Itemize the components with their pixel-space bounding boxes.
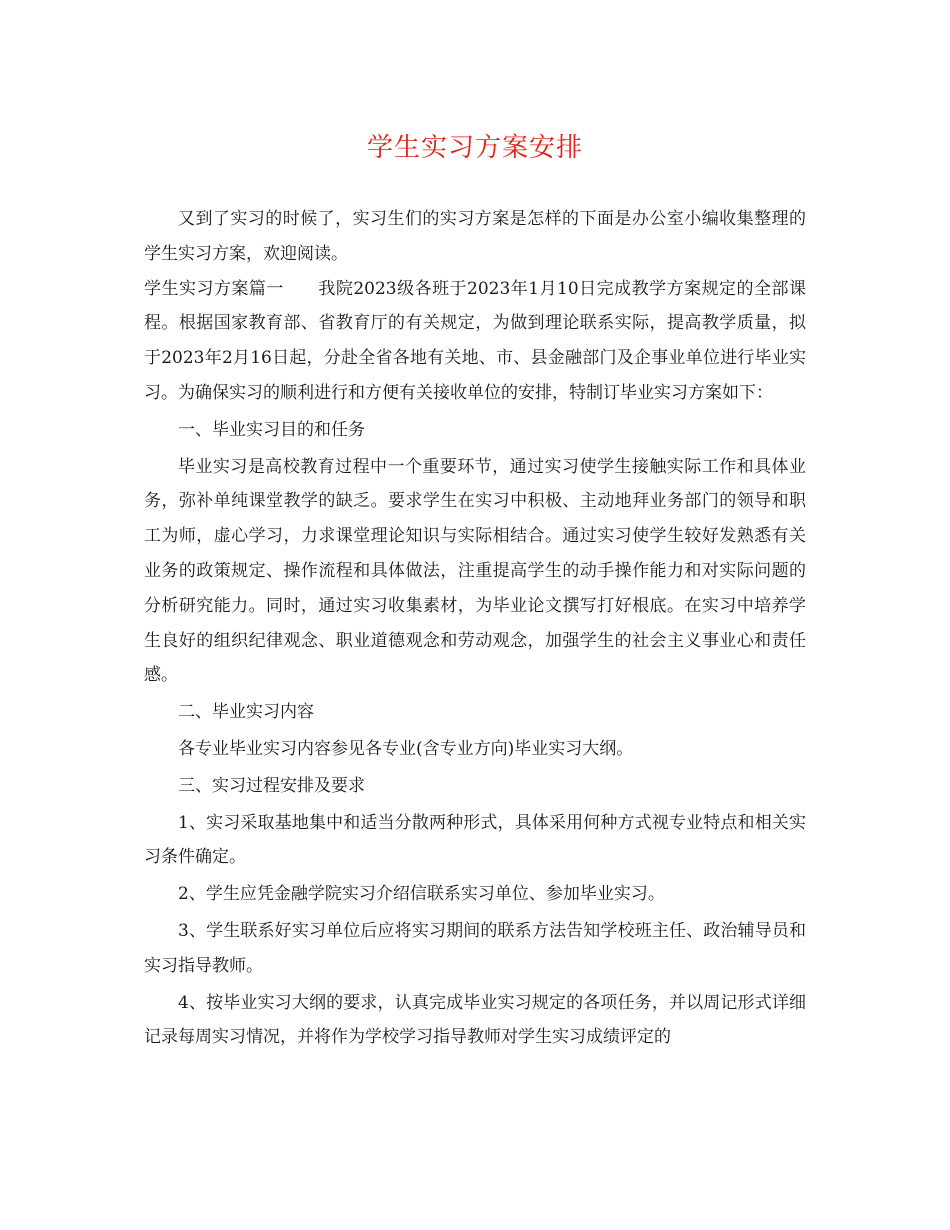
heading-purpose: 一、毕业实习目的和任务 <box>178 419 365 440</box>
list-item: 2、学生应凭金融学院实习介绍信联系实习单位、参加毕业实习。 <box>178 884 665 905</box>
list-item: 3、学生联系好实习单位后应将实习期间的联系方法告知学校班主任、政治辅导员和实习指导教师。 <box>144 920 806 976</box>
section-label: 学生实习方案篇一 <box>144 278 284 299</box>
document-body <box>144 202 806 1055</box>
purpose-paragraph: 毕业实习是高校教育过程中一个重要环节，通过实习使学生接触实际工作和具体业务，弥补单纯课堂教学的缺乏。要求学生在实习中积极、主动地拜业务部门的领导和职工为师，虚心学习，力求课堂理论知识与实际相结合。通过实习使学生较好发熟悉有关业务的政策规定、操作流程和具体做法，注重提高学生的动手操作能力和对实际问题的分析研究能力。同时，通过实习收集素材，为毕业论文撰写打好根底。在实习中培养学生良好的组织纪律观念、职业道德观念和劳动观念，加强学生的社会主义事业心和责任感。 <box>144 456 806 686</box>
section-text: 我院2023级各班于2023年1月10日完成教学方案规定的全部课程。根据国家教育部、省教育厅的有关规定，为做到理论联系实际，提高教学质量，拟于2023年2月16日起，分赴全省各地有关地、市、县金融部门及企事业单位进行毕业实习。为确保实习的顺利进行和方便有关接收单位的安排，特制订毕业实习方案如下： <box>144 278 806 403</box>
document-title: 学生实习方案安排 <box>366 133 583 163</box>
list-item: 1、实习采取基地集中和适当分散两种形式，具体采用何种方式视专业特点和相关实习条件确定。 <box>144 812 806 868</box>
list-item: 4、按毕业实习大纲的要求，认真完成毕业实习规定的各项任务，并以周记形式详细记录每周实习情况，并将作为学校学习指导教师对学生实习成绩评定的 <box>144 992 806 1048</box>
heading-content: 二、毕业实习内容 <box>178 702 314 723</box>
section-one-paragraph <box>144 272 806 411</box>
intro-paragraph: 又到了实习的时候了，实习生们的实习方案是怎样的下面是办公室小编收集整理的学生实习方案，欢迎阅读。 <box>144 209 806 264</box>
content-paragraph: 各专业毕业实习内容参见各专业(含专业方向)毕业实习大纲。 <box>178 738 634 759</box>
heading-arrangement: 三、实习过程安排及要求 <box>178 775 365 796</box>
